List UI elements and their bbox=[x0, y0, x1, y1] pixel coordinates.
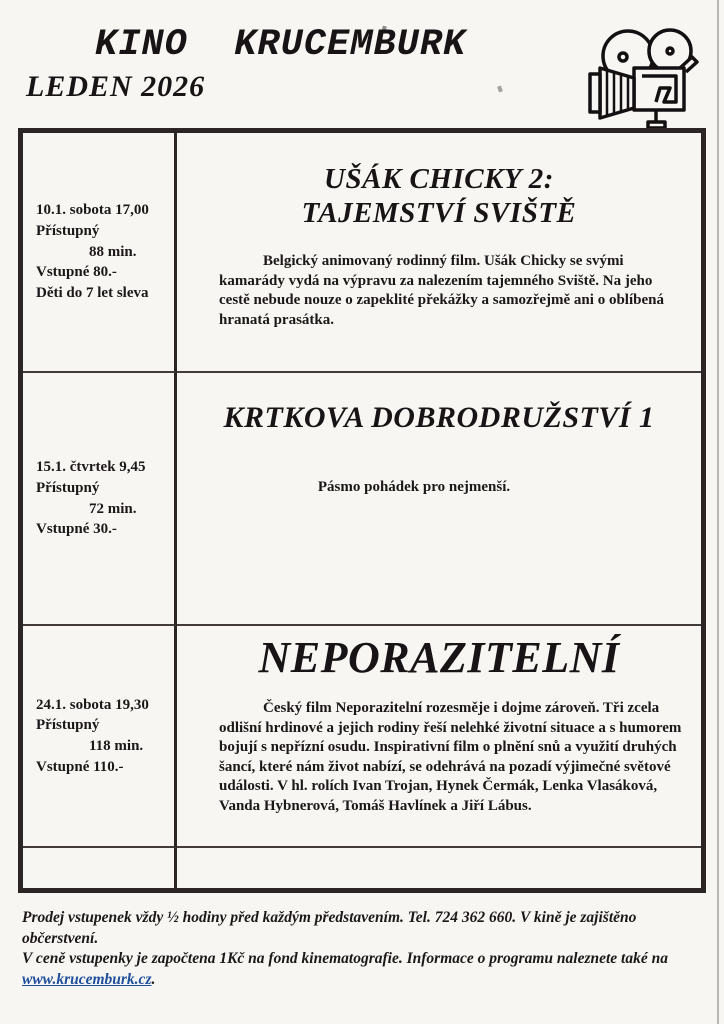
footer-line: Prodej vstupenek vždy ½ hodiny před každým představením. Tel. 724 362 660. V kině je zajištěno občerstvení. bbox=[22, 909, 637, 947]
film-rating: Přístupný bbox=[36, 479, 100, 496]
film-title: KRTKOVA DOBRODRUŽSTVÍ 1 bbox=[223, 401, 655, 434]
film-duration: 118 min. bbox=[89, 738, 144, 754]
program-table bbox=[18, 128, 706, 893]
film-note: Děti do 7 let sleva bbox=[36, 285, 149, 302]
film-date: 15.1. čtvrtek 9,45 bbox=[36, 459, 146, 476]
film-schedule-cell bbox=[23, 626, 177, 848]
film-description: Pásmo pohádek pro nejmenší. bbox=[317, 478, 511, 495]
empty-row-cell bbox=[177, 848, 701, 888]
film-rating: Přístupný bbox=[36, 717, 100, 734]
footer-line: V ceně vstupenky je započtena 1Kč na fond kinematografie. Informace o programu naleznete také na bbox=[22, 950, 668, 968]
film-date: 10.1. sobota 17,00 bbox=[36, 202, 149, 219]
film-title-line: UŠÁK CHICKY 2: bbox=[324, 163, 554, 195]
film-rating: Přístupný bbox=[36, 222, 100, 239]
film-duration: 88 min. bbox=[89, 243, 137, 260]
link-suffix: . bbox=[151, 970, 156, 988]
film-projector-icon bbox=[576, 26, 702, 134]
scan-edge-artifact bbox=[717, 0, 719, 1024]
film-info-cell bbox=[177, 133, 701, 373]
film-description: Belgický animovaný rodinný film. Ušák Chicky se svými kamarády vydá na výpravu za nalezením tajemného Sviště. Na jeho cestě nebude nouze o zapeklité překážky a samozřejmě ani o oblíbená hranatá prasátka. bbox=[219, 253, 664, 328]
film-title-line: TAJEMSTVÍ SVIŠTĚ bbox=[301, 196, 577, 229]
empty-row-cell bbox=[23, 848, 177, 888]
footer-info bbox=[22, 908, 706, 990]
film-duration: 72 min. bbox=[89, 500, 137, 517]
film-title: NEPORAZITELNÍ bbox=[258, 633, 620, 682]
film-price: Vstupné 110.- bbox=[36, 758, 124, 775]
film-title bbox=[177, 163, 701, 230]
film-price: Vstupné 30.- bbox=[36, 521, 117, 538]
website-link[interactable]: www.krucemburk.cz bbox=[22, 970, 152, 988]
film-info-cell bbox=[177, 626, 701, 848]
film-info-cell bbox=[177, 373, 701, 626]
film-date: 24.1. sobota 19,30 bbox=[36, 696, 149, 713]
footer-line bbox=[22, 970, 706, 991]
film-schedule-cell bbox=[23, 373, 177, 626]
month-title: LEDEN 2026 bbox=[26, 70, 206, 103]
scan-speck bbox=[497, 85, 503, 92]
film-price: Vstupné 80.- bbox=[36, 264, 117, 281]
cinema-title: KINO KRUCEMBURK bbox=[95, 24, 467, 66]
film-schedule-cell bbox=[23, 133, 177, 373]
film-description: Český film Neporazitelní rozesměje i dojme zároveň. Tři zcela odlišní hrdinové a jejich rodiny řeší nelehké životní situace a s humorem bojují s nepřízní osudu. Inspirativní film o plnění snů a využití druhých šancí, které nám život nabízí, se odehrává na pozadí výjimečné světové události. V hl. rolích Ivan Trojan, Hynek Čermák, Lenka Vlasáková, Vanda Hybnerová, Tomáš Havlínek a Jiří Lábus. bbox=[219, 700, 682, 814]
